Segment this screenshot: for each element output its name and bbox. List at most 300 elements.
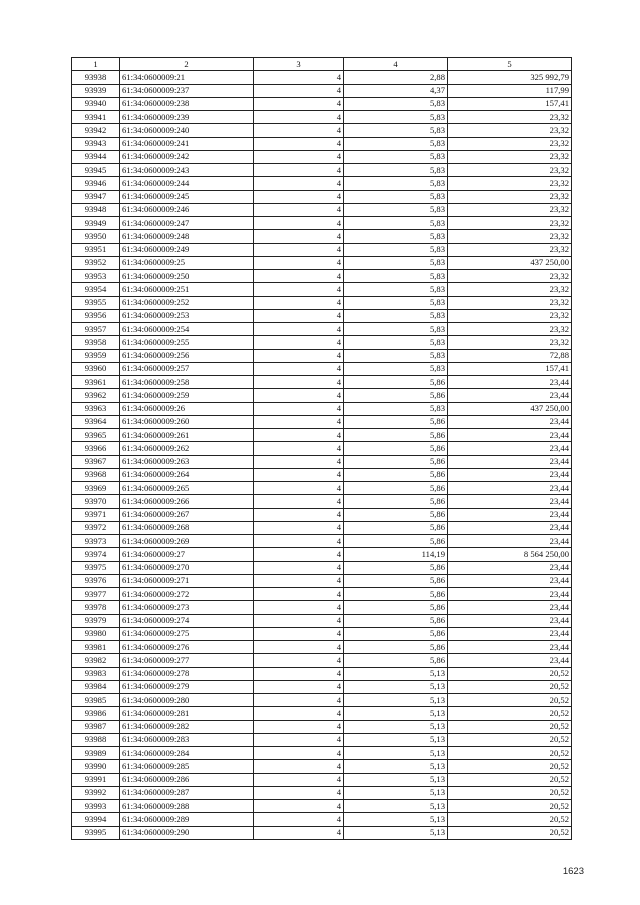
table-row: [72, 733, 572, 746]
area-cell: 5,83: [344, 203, 448, 216]
row-number-cell: 93969: [72, 482, 120, 495]
category-cell: 4: [254, 124, 344, 137]
category-cell: 4: [254, 309, 344, 322]
row-number-cell: 93985: [72, 694, 120, 707]
row-number-cell: 93951: [72, 243, 120, 256]
category-cell: 4: [254, 429, 344, 442]
value-cell: 23,44: [448, 495, 572, 508]
cadastral-number-cell: 61:34:0600009:277: [120, 654, 254, 667]
cadastral-number-cell: 61:34:0600009:252: [120, 296, 254, 309]
table-header-row: [72, 58, 572, 71]
cadastral-number-cell: 61:34:0600009:263: [120, 455, 254, 468]
area-cell: 5,83: [344, 97, 448, 110]
column-header-2: 2: [120, 58, 254, 71]
value-cell: 23,32: [448, 296, 572, 309]
table-row: [72, 349, 572, 362]
category-cell: 4: [254, 415, 344, 428]
value-cell: 23,44: [448, 442, 572, 455]
value-cell: 23,32: [448, 150, 572, 163]
row-number-cell: 93971: [72, 508, 120, 521]
area-cell: 5,86: [344, 535, 448, 548]
cadastral-number-cell: 61:34:0600009:27: [120, 548, 254, 561]
category-cell: 4: [254, 256, 344, 269]
cadastral-number-cell: 61:34:0600009:247: [120, 217, 254, 230]
cadastral-number-cell: 61:34:0600009:251: [120, 283, 254, 296]
cadastral-number-cell: 61:34:0600009:243: [120, 164, 254, 177]
row-number-cell: 93943: [72, 137, 120, 150]
area-cell: 5,13: [344, 826, 448, 839]
table-row: [72, 71, 572, 84]
area-cell: 5,83: [344, 177, 448, 190]
cadastral-number-cell: 61:34:0600009:268: [120, 521, 254, 534]
cadastral-number-cell: 61:34:0600009:274: [120, 614, 254, 627]
row-number-cell: 93960: [72, 362, 120, 375]
row-number-cell: 93973: [72, 535, 120, 548]
category-cell: 4: [254, 97, 344, 110]
area-cell: 5,83: [344, 283, 448, 296]
category-cell: 4: [254, 813, 344, 826]
cadastral-number-cell: 61:34:0600009:255: [120, 336, 254, 349]
table-row: [72, 323, 572, 336]
table-row: [72, 667, 572, 680]
cadastral-number-cell: 61:34:0600009:286: [120, 773, 254, 786]
row-number-cell: 93953: [72, 270, 120, 283]
cadastral-number-cell: 61:34:0600009:257: [120, 362, 254, 375]
category-cell: 4: [254, 495, 344, 508]
row-number-cell: 93958: [72, 336, 120, 349]
column-header-3: 3: [254, 58, 344, 71]
category-cell: 4: [254, 521, 344, 534]
cadastral-number-cell: 61:34:0600009:260: [120, 415, 254, 428]
area-cell: 5,13: [344, 800, 448, 813]
row-number-cell: 93944: [72, 150, 120, 163]
table-row: [72, 680, 572, 693]
area-cell: 5,83: [344, 362, 448, 375]
cadastral-number-cell: 61:34:0600009:21: [120, 71, 254, 84]
row-number-cell: 93941: [72, 111, 120, 124]
cadastral-number-cell: 61:34:0600009:266: [120, 495, 254, 508]
area-cell: 5,13: [344, 773, 448, 786]
area-cell: 5,83: [344, 230, 448, 243]
area-cell: 5,83: [344, 296, 448, 309]
table-row: [72, 548, 572, 561]
cadastral-number-cell: 61:34:0600009:256: [120, 349, 254, 362]
category-cell: 4: [254, 150, 344, 163]
value-cell: 23,44: [448, 627, 572, 640]
cadastral-number-cell: 61:34:0600009:245: [120, 190, 254, 203]
cadastral-number-cell: 61:34:0600009:285: [120, 760, 254, 773]
column-header-1: 1: [72, 58, 120, 71]
value-cell: 23,44: [448, 601, 572, 614]
category-cell: 4: [254, 442, 344, 455]
row-number-cell: 93956: [72, 309, 120, 322]
value-cell: 23,44: [448, 389, 572, 402]
cadastral-number-cell: 61:34:0600009:275: [120, 627, 254, 640]
cadastral-number-cell: 61:34:0600009:280: [120, 694, 254, 707]
category-cell: 4: [254, 588, 344, 601]
row-number-cell: 93979: [72, 614, 120, 627]
area-cell: 5,86: [344, 654, 448, 667]
area-cell: 5,83: [344, 190, 448, 203]
row-number-cell: 93942: [72, 124, 120, 137]
area-cell: 5,13: [344, 680, 448, 693]
cadastral-number-cell: 61:34:0600009:272: [120, 588, 254, 601]
row-number-cell: 93978: [72, 601, 120, 614]
table-row: [72, 654, 572, 667]
value-cell: 23,32: [448, 309, 572, 322]
area-cell: 5,83: [344, 124, 448, 137]
value-cell: 23,44: [448, 455, 572, 468]
area-cell: 5,83: [344, 243, 448, 256]
row-number-cell: 93993: [72, 800, 120, 813]
value-cell: 20,52: [448, 707, 572, 720]
value-cell: 23,32: [448, 190, 572, 203]
cadastral-number-cell: 61:34:0600009:276: [120, 641, 254, 654]
value-cell: 23,44: [448, 614, 572, 627]
table-row: [72, 535, 572, 548]
value-cell: 23,32: [448, 111, 572, 124]
cadastral-number-cell: 61:34:0600009:265: [120, 482, 254, 495]
category-cell: 4: [254, 468, 344, 481]
value-cell: 23,44: [448, 588, 572, 601]
area-cell: 5,86: [344, 561, 448, 574]
category-cell: 4: [254, 694, 344, 707]
table-row: [72, 336, 572, 349]
category-cell: 4: [254, 137, 344, 150]
cadastral-number-cell: 61:34:0600009:249: [120, 243, 254, 256]
row-number-cell: 93982: [72, 654, 120, 667]
cadastral-number-cell: 61:34:0600009:26: [120, 402, 254, 415]
table-row: [72, 270, 572, 283]
row-number-cell: 93976: [72, 574, 120, 587]
table-row: [72, 84, 572, 97]
table-row: [72, 495, 572, 508]
value-cell: 20,52: [448, 826, 572, 839]
table-row: [72, 455, 572, 468]
area-cell: 5,83: [344, 150, 448, 163]
table-row: [72, 826, 572, 839]
table-row: [72, 786, 572, 799]
cadastral-number-cell: 61:34:0600009:239: [120, 111, 254, 124]
cadastral-number-cell: 61:34:0600009:290: [120, 826, 254, 839]
category-cell: 4: [254, 323, 344, 336]
category-cell: 4: [254, 508, 344, 521]
table-row: [72, 164, 572, 177]
category-cell: 4: [254, 773, 344, 786]
table-row: [72, 97, 572, 110]
category-cell: 4: [254, 349, 344, 362]
table-row: [72, 760, 572, 773]
table-row: [72, 283, 572, 296]
cadastral-number-cell: 61:34:0600009:271: [120, 574, 254, 587]
table-row: [72, 614, 572, 627]
table-row: [72, 296, 572, 309]
value-cell: 157,41: [448, 97, 572, 110]
table-row: [72, 376, 572, 389]
area-cell: 4,37: [344, 84, 448, 97]
value-cell: 23,44: [448, 654, 572, 667]
value-cell: 23,44: [448, 468, 572, 481]
value-cell: 23,32: [448, 270, 572, 283]
category-cell: 4: [254, 561, 344, 574]
area-cell: 5,13: [344, 760, 448, 773]
value-cell: 23,32: [448, 164, 572, 177]
area-cell: 5,86: [344, 376, 448, 389]
row-number-cell: 93946: [72, 177, 120, 190]
cadastral-number-cell: 61:34:0600009:287: [120, 786, 254, 799]
value-cell: 8 564 250,00: [448, 548, 572, 561]
area-cell: 5,83: [344, 137, 448, 150]
area-cell: 5,13: [344, 667, 448, 680]
value-cell: 23,44: [448, 482, 572, 495]
table-row: [72, 694, 572, 707]
category-cell: 4: [254, 389, 344, 402]
table-row: [72, 256, 572, 269]
table-row: [72, 415, 572, 428]
cadastral-number-cell: 61:34:0600009:254: [120, 323, 254, 336]
cadastral-number-cell: 61:34:0600009:284: [120, 747, 254, 760]
cadastral-number-cell: 61:34:0600009:250: [120, 270, 254, 283]
area-cell: 114,19: [344, 548, 448, 561]
value-cell: 23,44: [448, 561, 572, 574]
area-cell: 5,13: [344, 707, 448, 720]
row-number-cell: 93991: [72, 773, 120, 786]
row-number-cell: 93974: [72, 548, 120, 561]
category-cell: 4: [254, 270, 344, 283]
table-row: [72, 111, 572, 124]
row-number-cell: 93995: [72, 826, 120, 839]
category-cell: 4: [254, 548, 344, 561]
table-row: [72, 561, 572, 574]
category-cell: 4: [254, 203, 344, 216]
table-row: [72, 203, 572, 216]
row-number-cell: 93990: [72, 760, 120, 773]
cadastral-number-cell: 61:34:0600009:288: [120, 800, 254, 813]
area-cell: 5,86: [344, 442, 448, 455]
cadastral-number-cell: 61:34:0600009:269: [120, 535, 254, 548]
category-cell: 4: [254, 283, 344, 296]
area-cell: 5,83: [344, 217, 448, 230]
category-cell: 4: [254, 217, 344, 230]
table-row: [72, 137, 572, 150]
table-row: [72, 442, 572, 455]
table-row: [72, 641, 572, 654]
value-cell: 20,52: [448, 813, 572, 826]
area-cell: 5,83: [344, 164, 448, 177]
table-body: [72, 71, 572, 840]
area-cell: 5,86: [344, 588, 448, 601]
area-cell: 5,86: [344, 521, 448, 534]
area-cell: 5,13: [344, 694, 448, 707]
value-cell: 23,44: [448, 415, 572, 428]
cadastral-number-cell: 61:34:0600009:248: [120, 230, 254, 243]
table-row: [72, 230, 572, 243]
area-cell: 5,83: [344, 270, 448, 283]
table-row: [72, 720, 572, 733]
cadastral-number-cell: 61:34:0600009:259: [120, 389, 254, 402]
row-number-cell: 93961: [72, 376, 120, 389]
table-row: [72, 150, 572, 163]
row-number-cell: 93957: [72, 323, 120, 336]
table-row: [72, 217, 572, 230]
value-cell: 23,32: [448, 283, 572, 296]
area-cell: 5,86: [344, 389, 448, 402]
value-cell: 20,52: [448, 667, 572, 680]
cadastral-number-cell: 61:34:0600009:264: [120, 468, 254, 481]
value-cell: 23,32: [448, 217, 572, 230]
category-cell: 4: [254, 601, 344, 614]
value-cell: 437 250,00: [448, 256, 572, 269]
category-cell: 4: [254, 614, 344, 627]
table-row: [72, 362, 572, 375]
value-cell: 23,44: [448, 508, 572, 521]
category-cell: 4: [254, 667, 344, 680]
row-number-cell: 93940: [72, 97, 120, 110]
category-cell: 4: [254, 177, 344, 190]
cadastral-number-cell: 61:34:0600009:289: [120, 813, 254, 826]
area-cell: 5,83: [344, 402, 448, 415]
cadastral-number-cell: 61:34:0600009:270: [120, 561, 254, 574]
row-number-cell: 93972: [72, 521, 120, 534]
value-cell: 23,44: [448, 641, 572, 654]
cadastral-number-cell: 61:34:0600009:238: [120, 97, 254, 110]
row-number-cell: 93966: [72, 442, 120, 455]
table-row: [72, 177, 572, 190]
area-cell: 5,83: [344, 336, 448, 349]
value-cell: 20,52: [448, 680, 572, 693]
category-cell: 4: [254, 164, 344, 177]
value-cell: 23,44: [448, 521, 572, 534]
table-row: [72, 508, 572, 521]
column-header-4: 4: [344, 58, 448, 71]
row-number-cell: 93949: [72, 217, 120, 230]
category-cell: 4: [254, 627, 344, 640]
cadastral-number-cell: 61:34:0600009:261: [120, 429, 254, 442]
row-number-cell: 93952: [72, 256, 120, 269]
area-cell: 5,86: [344, 641, 448, 654]
category-cell: 4: [254, 760, 344, 773]
area-cell: 5,83: [344, 309, 448, 322]
category-cell: 4: [254, 786, 344, 799]
cadastral-number-cell: 61:34:0600009:258: [120, 376, 254, 389]
cadastral-number-cell: 61:34:0600009:240: [120, 124, 254, 137]
area-cell: 5,86: [344, 614, 448, 627]
category-cell: 4: [254, 455, 344, 468]
table-row: [72, 124, 572, 137]
cadastral-number-cell: 61:34:0600009:278: [120, 667, 254, 680]
row-number-cell: 93959: [72, 349, 120, 362]
value-cell: 72,88: [448, 349, 572, 362]
area-cell: 5,13: [344, 733, 448, 746]
category-cell: 4: [254, 84, 344, 97]
row-number-cell: 93988: [72, 733, 120, 746]
category-cell: 4: [254, 402, 344, 415]
category-cell: 4: [254, 296, 344, 309]
value-cell: 23,44: [448, 376, 572, 389]
area-cell: 5,86: [344, 482, 448, 495]
cadastral-number-cell: 61:34:0600009:25: [120, 256, 254, 269]
row-number-cell: 93955: [72, 296, 120, 309]
category-cell: 4: [254, 482, 344, 495]
value-cell: 23,32: [448, 230, 572, 243]
cadastral-number-cell: 61:34:0600009:237: [120, 84, 254, 97]
area-cell: 5,86: [344, 415, 448, 428]
table-row: [72, 243, 572, 256]
value-cell: 437 250,00: [448, 402, 572, 415]
row-number-cell: 93986: [72, 707, 120, 720]
value-cell: 20,52: [448, 733, 572, 746]
cadastral-number-cell: 61:34:0600009:279: [120, 680, 254, 693]
category-cell: 4: [254, 574, 344, 587]
row-number-cell: 93967: [72, 455, 120, 468]
row-number-cell: 93987: [72, 720, 120, 733]
row-number-cell: 93975: [72, 561, 120, 574]
cadastral-number-cell: 61:34:0600009:246: [120, 203, 254, 216]
category-cell: 4: [254, 535, 344, 548]
table-row: [72, 747, 572, 760]
table-row: [72, 521, 572, 534]
value-cell: 117,99: [448, 84, 572, 97]
value-cell: 23,32: [448, 243, 572, 256]
area-cell: 5,86: [344, 455, 448, 468]
row-number-cell: 93977: [72, 588, 120, 601]
area-cell: 2,88: [344, 71, 448, 84]
category-cell: 4: [254, 243, 344, 256]
cadastral-number-cell: 61:34:0600009:283: [120, 733, 254, 746]
area-cell: 5,86: [344, 429, 448, 442]
area-cell: 5,86: [344, 495, 448, 508]
area-cell: 5,86: [344, 468, 448, 481]
category-cell: 4: [254, 800, 344, 813]
data-table: [71, 57, 572, 840]
table-row: [72, 588, 572, 601]
value-cell: 20,52: [448, 773, 572, 786]
row-number-cell: 93970: [72, 495, 120, 508]
value-cell: 23,32: [448, 203, 572, 216]
row-number-cell: 93947: [72, 190, 120, 203]
row-number-cell: 93963: [72, 402, 120, 415]
category-cell: 4: [254, 190, 344, 203]
cadastral-number-cell: 61:34:0600009:267: [120, 508, 254, 521]
table-row: [72, 813, 572, 826]
row-number-cell: 93980: [72, 627, 120, 640]
row-number-cell: 93981: [72, 641, 120, 654]
value-cell: 157,41: [448, 362, 572, 375]
area-cell: 5,13: [344, 747, 448, 760]
cadastral-number-cell: 61:34:0600009:262: [120, 442, 254, 455]
category-cell: 4: [254, 111, 344, 124]
category-cell: 4: [254, 362, 344, 375]
column-header-5: 5: [448, 58, 572, 71]
category-cell: 4: [254, 376, 344, 389]
table-row: [72, 773, 572, 786]
row-number-cell: 93968: [72, 468, 120, 481]
value-cell: 23,44: [448, 429, 572, 442]
category-cell: 4: [254, 733, 344, 746]
row-number-cell: 93989: [72, 747, 120, 760]
category-cell: 4: [254, 826, 344, 839]
category-cell: 4: [254, 707, 344, 720]
table-row: [72, 468, 572, 481]
area-cell: 5,83: [344, 349, 448, 362]
area-cell: 5,86: [344, 508, 448, 521]
cadastral-number-cell: 61:34:0600009:273: [120, 601, 254, 614]
row-number-cell: 93950: [72, 230, 120, 243]
row-number-cell: 93994: [72, 813, 120, 826]
table-row: [72, 800, 572, 813]
table-row: [72, 402, 572, 415]
value-cell: 20,52: [448, 694, 572, 707]
